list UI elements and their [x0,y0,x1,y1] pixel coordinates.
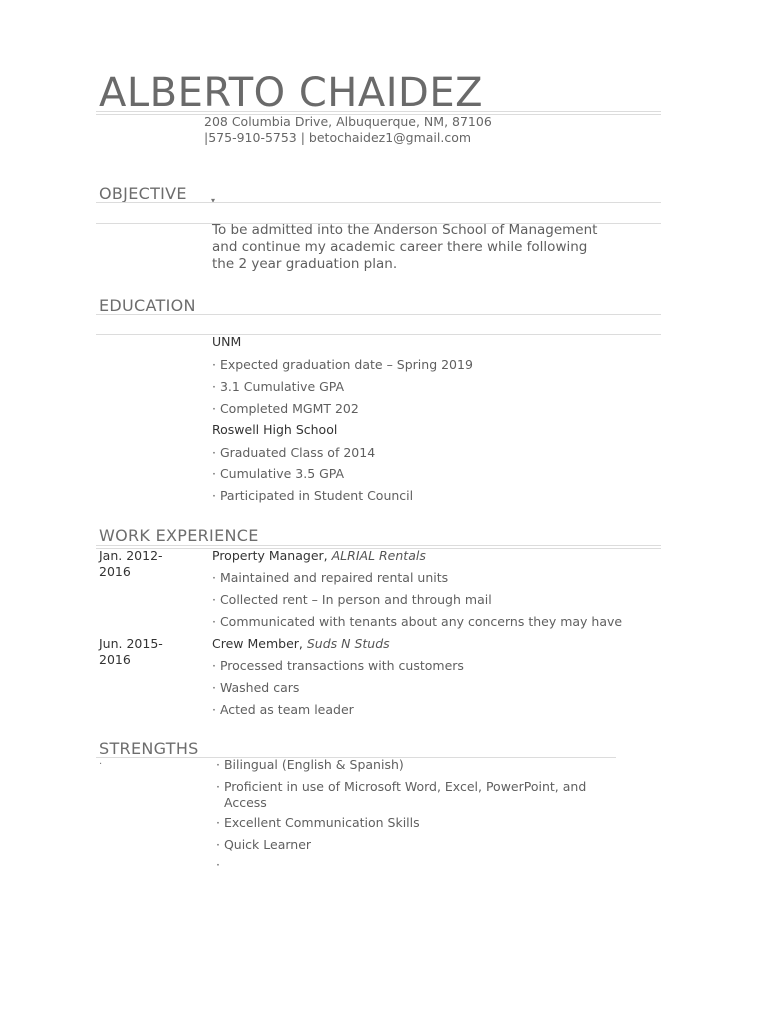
education-item: · Expected graduation date – Spring 2019 [212,357,473,372]
job-date-start: Jan. 2012- [99,548,163,563]
job-title [212,636,390,651]
education-item: · Cumulative 3.5 GPA [212,466,345,481]
education-divider-bottom [96,334,661,335]
job-item: · Washed cars [212,680,300,695]
contact-phone-email: |575-910-5753 | betochaidez1@gmail.com [204,130,472,145]
job-title [212,548,426,563]
job-item: · Collected rent – In person and through mail [212,592,492,607]
objective-marker: ▾ [211,196,216,205]
job-date-end: 2016 [99,564,131,579]
job-employer: Suds N Studs [306,636,390,651]
job-date-start: Jun. 2015- [99,636,163,651]
job-item: · Communicated with tenants about any concerns they may have [212,614,623,629]
job-employer: ALRIAL Rentals [331,548,426,563]
strength-item-continued: Access [224,795,267,810]
resume-name: ALBERTO CHAIDEZ [99,70,484,116]
objective-heading: OBJECTIVE [99,184,187,203]
objective-divider-top [96,202,661,203]
strength-item: · [216,857,220,872]
job-title-text: Crew Member, [212,636,303,651]
education-heading: EDUCATION [99,296,196,315]
job-date [99,636,179,668]
job-date [99,548,179,580]
strength-item: · Quick Learner [216,837,312,852]
work-divider-top [96,545,661,546]
education-item: · 3.1 Cumulative GPA [212,379,345,394]
school-name: UNM [212,334,242,349]
strengths-heading: STRENGTHS [99,739,199,758]
education-divider-top [96,314,661,315]
job-title-text: Property Manager, [212,548,328,563]
education-item: · Graduated Class of 2014 [212,445,376,460]
job-item: · Acted as team leader [212,702,354,717]
objective-text: To be admitted into the Anderson School of Management and continue my academic career there while following the 2 year graduation plan. [212,222,598,272]
education-item: · Completed MGMT 202 [212,401,359,416]
education-item: · Participated in Student Council [212,488,414,503]
work-heading: WORK EXPERIENCE [99,526,259,545]
strength-item: · Proficient in use of Microsoft Word, Excel, PowerPoint, and [216,779,587,794]
header-divider [96,111,661,112]
job-item: · Processed transactions with customers [212,658,464,673]
school-name: Roswell High School [212,422,338,437]
contact-address: 208 Columbia Drive, Albuquerque, NM, 87106 [204,114,492,129]
job-date-end: 2016 [99,652,131,667]
strengths-left-bullet: · [99,759,103,770]
strength-item: · Bilingual (English & Spanish) [216,757,404,772]
strength-item: · Excellent Communication Skills [216,815,420,830]
job-item: · Maintained and repaired rental units [212,570,449,585]
